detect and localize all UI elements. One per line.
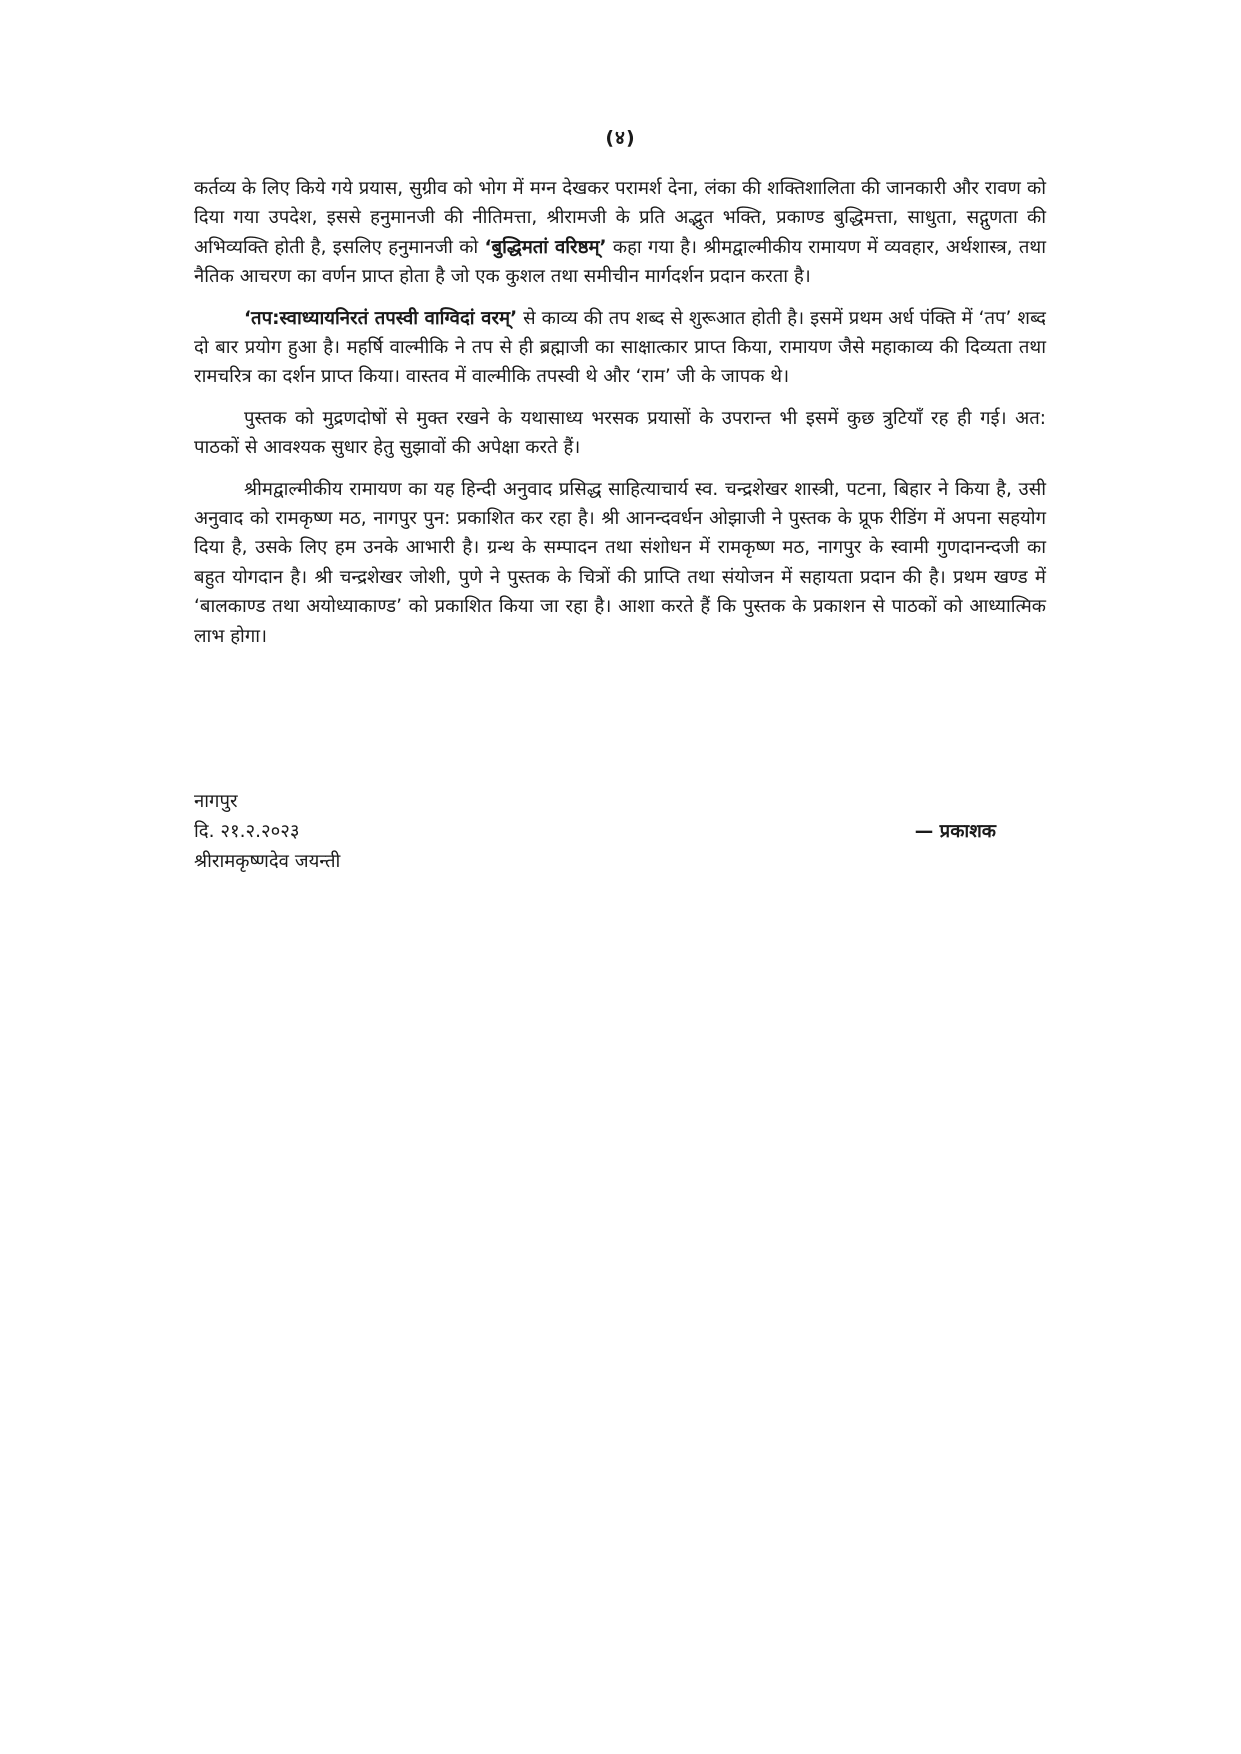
signature-occasion: श्रीरामकृष्णदेव जयन्ती: [194, 851, 341, 872]
signature-place: नागपुर: [194, 791, 238, 812]
paragraph-3: पुस्तक को मुद्रणदोषों से मुक्त रखने के यथासाध्य भरसक प्रयासों के उपरान्त भी इसमें कुछ त्रुटियाँ रह ही गई। अत: पाठकों से आवश्यक सुधार हेतु सुझावों की अपेक्षा करते हैं।: [194, 407, 1046, 459]
paragraph-1: [194, 174, 1046, 292]
signature-block: [194, 787, 1046, 877]
paragraph-1-text-a: कर्तव्य के लिए किये गये प्रयास, सुग्रीव को भोग में मग्न देखकर परामर्श देना, लंका की शक्तिशालिता की जानकारी और रावण को दिया गया उपदेश, इससे हनुमानजी की नीतिमत्ता, श्रीरामजी के प्रति अद्भुत भक्ति, प्रकाण्ड बुद्धिमत्ता, साधुता, सद्गुणता की अभिव्यक्ति होती है, इसलिए हनुमानजी को: [194, 178, 1046, 258]
quote-tapah-svadhyaya: ‘तप:स्वाध्यायनिरतं तपस्वी वाग्विदां वरम्’: [244, 307, 518, 329]
page-number: (४): [605, 127, 636, 149]
signature-date: दि. २१.२.२०२३: [194, 821, 300, 842]
signature-date-line: [194, 817, 1046, 847]
paragraph-1-text-b: कहा गया है। श्रीमद्वाल्मीकीय रामायण में व्यवहार, अर्थशास्त्र, तथा नैतिक आचरण का वर्णन प्राप्त होता है जो एक कुशल तथा समीचीन मार्गदर्शन प्रदान करता है।: [194, 236, 1046, 288]
paragraph-4: श्रीमद्वाल्मीकीय रामायण का यह हिन्दी अनुवाद प्रसिद्ध साहित्याचार्य स्व. चन्द्रशेखर शास्त्री, पटना, बिहार ने किया है, उसी अनुवाद को रामकृष्ण मठ, नागपुर पुन: प्रकाशित कर रहा है। श्री आनन्दवर्धन ओझाजी ने पुस्तक के प्रूफ रीडिंग में अपना सहयोग दिया है, उसके लिए हम उनके आभारी है। ग्रन्थ के सम्पादन तथा संशोधन में रामकृष्ण मठ, नागपुर के स्वामी गुणदानन्दजी का बहुत योगदान है। श्री चन्द्रशेखर जोशी, पुणे ने पुस्तक के चित्रों की प्राप्ति तथा संयोजन में सहायता प्रदान की है। प्रथम खण्ड में ‘बालकाण्ड तथा अयोध्याकाण्ड’ को प्रकाशित किया जा रहा है। आशा करते हैं कि पुस्तक के प्रकाशन से पाठकों को आध्यात्मिक लाभ होगा।: [194, 478, 1046, 647]
quote-buddhimatam-varishtham: ‘बुद्धिमतां वरिष्ठम्’: [484, 236, 607, 258]
body-text: [194, 174, 1046, 663]
signature-publisher: — प्रकाशक: [914, 821, 996, 842]
paragraph-2-text: से काव्य की तप शब्द से शुरूआत होती है। इसमें प्रथम अर्ध पंक्ति में ‘तप’ शब्द दो बार प्रयोग हुआ है। महर्षि वाल्मीकि ने तप से ही ब्रह्माजी का साक्षात्कार प्राप्त किया, रामायण जैसे महाकाव्य की दिव्यता तथा रामचरित्र का दर्शन प्राप्त किया। वास्तव में वाल्मीकि तपस्वी थे और ‘राम’ जी के जापक थे।: [194, 307, 1047, 388]
paragraph-2: [194, 304, 1046, 392]
